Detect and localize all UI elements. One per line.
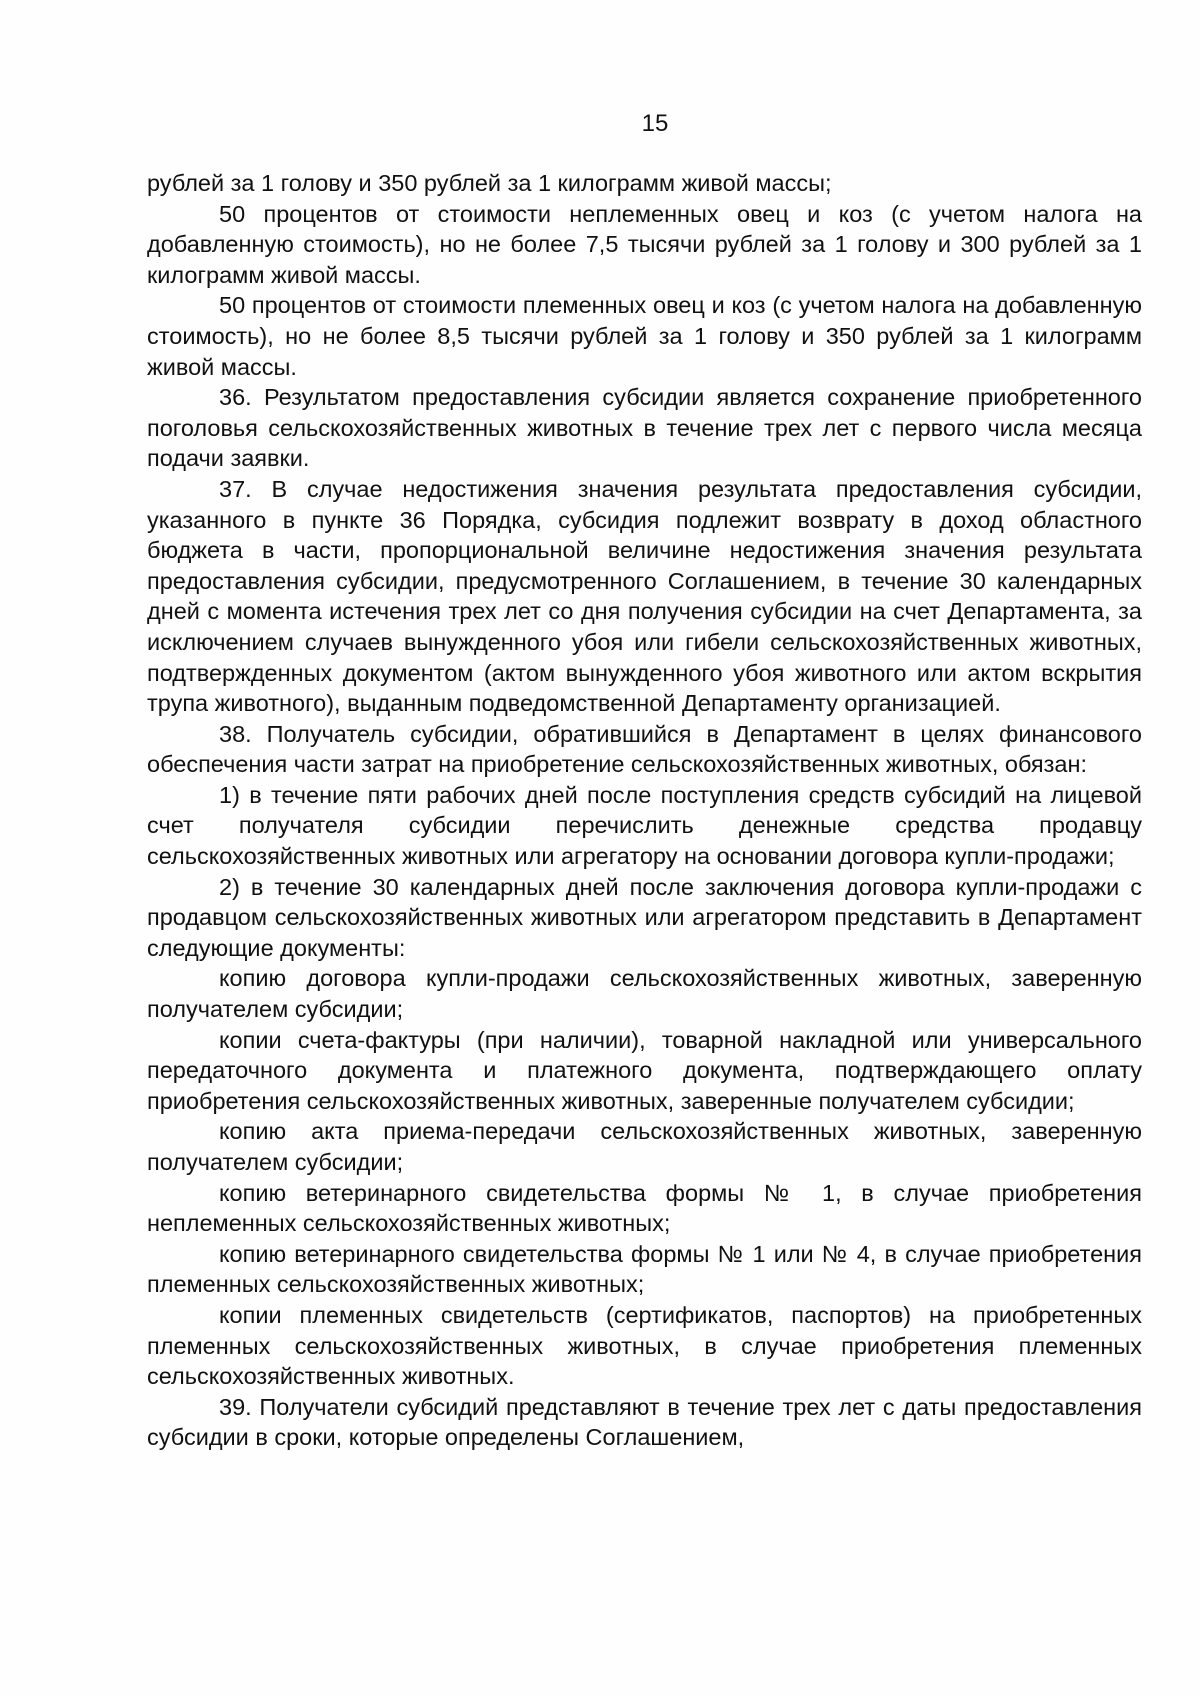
paragraph-item-37: 37. В случае недостижения значения результата предоставления субсидии, указанного в пункте 36 Порядка, субсидия подлежит возврату в доход областного бюджета в части, пропорциональной величине недостижения значения результата предоставления субсидии, предусмотренного Соглашением, в течение 30 календарных дней с момента истечения трех лет со дня получения субсидии на счет Департамента, за исключением случаев вынужденного убоя или гибели сельскохозяйственных животных, подтвержденных документом (актом вынужденного убоя животного или актом вскрытия трупа животного), выданным подведомственной Департаменту организацией. bbox=[147, 475, 1142, 717]
document-list-item: копию договора купли-продажи сельскохозяйственных животных, заверенную получателем субсидии; bbox=[147, 965, 1142, 1023]
document-list-item: копию ветеринарного свидетельства формы № 1, в случае приобретения неплеменных сельскохозяйственных животных; bbox=[147, 1179, 1142, 1237]
paragraph-item-36: 36. Результатом предоставления субсидии является сохранение приобретенного поголовья сельскохозяйственных животных в течение трех лет с первого числа месяца подачи заявки. bbox=[147, 384, 1142, 472]
paragraph-item-38: 38. Получатель субсидии, обратившийся в Департамент в целях финансового обеспечения части затрат на приобретение сельскохозяйственных животных, обязан: bbox=[147, 720, 1142, 778]
document-list-item: копии племенных свидетельств (сертификатов, паспортов) на приобретенных племенных сельскохозяйственных животных, в случае приобретения племенных сельскохозяйственных животных. bbox=[147, 1301, 1142, 1390]
paragraph: 50 процентов от стоимости неплеменных овец и коз (с учетом налога на добавленную стоимость), но не более 7,5 тысячи рублей за 1 голову и 300 рублей за 1 килограмм живой массы. bbox=[147, 200, 1142, 288]
paragraph-subitem-2: 2) в течение 30 календарных дней после заключения договора купли-продажи с продавцом сельскохозяйственных животных или агрегатором представить в Департамент следующие документы: bbox=[147, 873, 1142, 961]
paragraph: 50 процентов от стоимости племенных овец и коз (с учетом налога на добавленную стоимость), но не более 8,5 тысячи рублей за 1 голову и 350 рублей за 1 килограмм живой массы. bbox=[147, 292, 1142, 380]
paragraph-item-39: 39. Получатели субсидий представляют в течение трех лет с даты предоставления субсидии в сроки, которые определены Соглашением, bbox=[147, 1393, 1142, 1451]
paragraph-continuation: рублей за 1 голову и 350 рублей за 1 килограмм живой массы; bbox=[147, 170, 832, 196]
document-list-item: копию акта приема-передачи сельскохозяйственных животных, заверенную получателем субсидии; bbox=[147, 1118, 1142, 1175]
document-list-item: копию ветеринарного свидетельства формы № 1 или № 4, в случае приобретения племенных сельскохозяйственных животных; bbox=[147, 1240, 1142, 1298]
page-number: 15 bbox=[641, 110, 669, 137]
document-list-item: копии счета-фактуры (при наличии), товарной накладной или универсального передаточного документа и платежного документа, подтверждающего оплату приобретения сельскохозяйственных животных, заверенные получателем субсидии; bbox=[147, 1026, 1142, 1114]
paragraph-subitem-1: 1) в течение пяти рабочих дней после поступления средств субсидий на лицевой счет получателя субсидии перечислить денежные средства продавцу сельскохозяйственных животных или агрегатору на основании договора купли-продажи; bbox=[147, 781, 1142, 870]
document-body bbox=[147, 168, 1142, 1453]
